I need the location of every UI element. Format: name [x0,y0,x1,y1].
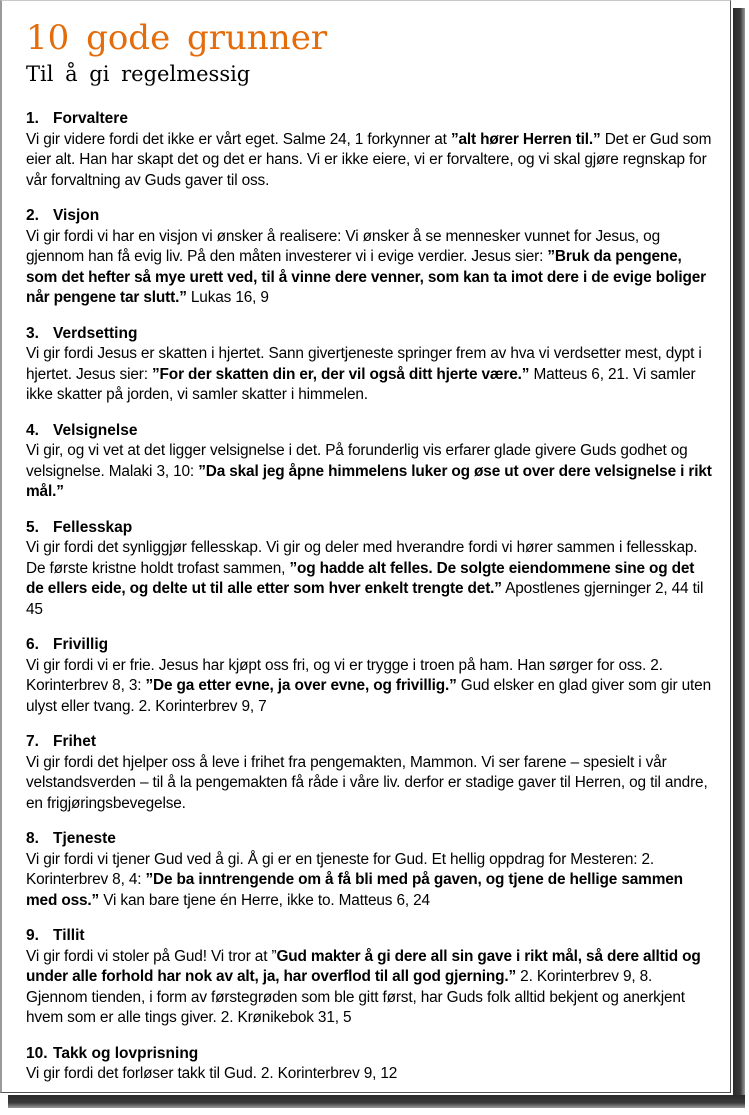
body-text: Vi gir, og vi vet at det ligger velsignelse i det. På forunderlig vis erfarer glade givere Guds godhet og velsignelse. Malaki 3, 10: [26,442,688,480]
reason-number: 9. [26,927,39,944]
reason-title: Tillit [53,927,85,944]
body-text: Gud elsker en glad giver som gir uten ulyst eller tvang. 2. Korinterbrev 9, 7 [26,677,711,715]
body-text: Vi gir fordi vi har en visjon vi ønsker å realisere: Vi ønsker å se mennesker vunnet for Jesus, og gjennom han få evig liv. På den måten investerer vi i evige verdier. Jesus sier: [26,227,660,265]
reason-body [26,227,716,309]
body-text: Matteus 6, 21. Vi samler ikke skatter på jorden, vi samler skatter i himmelen. [26,365,696,403]
body-text: Det er Gud som eier alt. Han har skapt det og det er hans. Vi er ikke eiere, vi er forvaltere, og vi skal gjøre regnskap for vår forvaltning av Guds gaver til oss. [26,130,712,189]
reason-body [26,850,716,912]
reason-body [26,753,716,815]
reason-body [26,441,716,503]
reason-number: 8. [26,830,39,847]
body-text: 2. Korinterbrev 9, 8. Gjennom tienden, i form av førstegrøden som ble gitt først, har Guds folk alltid bekjent og anerkjent hvem som er alle tings giver. 2. Krønikebok 31, 5 [26,968,685,1026]
reason-item [26,732,716,814]
reason-number: 4. [26,421,39,439]
quoted-scripture: ”For der skatten din er, der vil også ditt hjerte være.” [152,365,530,383]
reason-title: Visjon [53,207,100,224]
reason-body [26,130,716,192]
body-text: Vi gir fordi Jesus er skatten i hjertet. Sann givertjeneste springer frem av hva vi verdsetter mest, dypt i hjertet. Jesus sier: [26,345,702,383]
body-text: Vi gir videre fordi det ikke er vårt eget. Salme 24, 1 forkynner at [26,130,451,148]
reason-body [26,538,716,620]
quoted-scripture: Gud makter å gi dere all sin gave i rikt mål, så dere alltid og under alle forhold har nok av alt, ja, har overflod til all god gjerning.” [26,947,701,985]
reason-number: 5. [26,518,39,536]
reason-heading [26,635,716,656]
reason-title: Frivillig [53,636,109,653]
body-text: Vi kan bare tjene én Herre, ikke to. Matteus 6, 24 [99,891,430,909]
reason-title: Tjeneste [53,830,116,847]
reason-item [26,635,716,717]
quoted-scripture: ”og hadde alt felles. De solgte eiendommene sine og det de ellers eide, og delte ut til alle etter som hver enkelt trengte det.” [26,559,695,597]
reason-body [26,947,716,1029]
body-text: Vi gir fordi det hjelper oss å leve i frihet fra pengemakten, Mammon. Vi ser farene – spesielt i vår velstandsverden – til å la pengemakten få råde i våre liv. derfor er stadige gaver til Herren, og til andre, en frigjøringsbevegelse. [26,753,708,812]
reason-title: Frihet [53,733,97,750]
reason-heading [26,109,716,130]
quoted-scripture: ”Bruk da pengene, som det hefter så mye urett ved, til å vinne dere venner, som kan ta imot dere i de evige boliger når pengene tar slutt.” [26,248,706,306]
reason-item [26,829,716,911]
reason-number: 3. [26,324,39,342]
reason-item [26,206,716,309]
body-text: Vi gir fordi vi tjener Gud ved å gi. Å gi er en tjeneste for Gud. Et hellig oppdrag for Mesteren: 2. Korinterbrev 8, 4: [26,850,655,888]
reason-item [26,109,716,191]
document-subtitle: Til å gi regelmessig [26,62,251,86]
reason-item [26,421,716,503]
body-text: Vi gir fordi det forløser takk til Gud. 2. Korinterbrev 9, 12 [26,1065,398,1082]
reason-number: 10. [26,1044,48,1062]
reason-body [26,656,716,718]
quoted-scripture: ”De ba inntrengende om å få bli med på gaven, og tjene de hellige sammen med oss.” [26,871,683,909]
document-title: 10 gode grunner [26,18,328,58]
body-text: Vi gir fordi det synliggjør fellesskap. Vi gir og deler med hverandre fordi vi hører sammen i fellesskap. De første kristne holdt trofast sammen, [26,539,698,577]
reason-heading [26,1044,716,1065]
quoted-scripture: ”De ga etter evne, ja over evne, og frivillig.” [145,677,457,694]
reason-number: 2. [26,207,39,224]
reason-heading [26,421,716,442]
reason-title: Forvaltere [53,110,128,127]
body-text: Lukas 16, 9 [186,289,269,306]
reason-number: 1. [26,110,39,127]
reason-title: Verdsetting [53,324,138,342]
reason-heading [26,518,716,539]
page-shadow-right [733,8,745,1108]
reason-heading [26,732,716,753]
reason-number: 7. [26,733,39,750]
reason-heading [26,829,716,850]
body-text: Vi gir fordi vi stoler på Gud! Vi tror at ” [26,947,277,965]
reason-body [26,344,716,406]
reason-item [26,926,716,1029]
reason-number: 6. [26,636,39,653]
body-text: Apostlenes gjerninger 2, 44 til 45 [26,580,704,618]
quoted-scripture: ”alt hører Herren til.” [450,130,601,148]
reasons-list [26,109,716,1100]
reason-heading [26,206,716,227]
reason-heading [26,324,716,345]
reason-item [26,518,716,621]
quoted-scripture: ”Da skal jeg åpne himmelens luker og øse ut over dere velsignelse i rikt mål.” [26,462,712,500]
reason-title: Velsignelse [53,421,138,439]
body-text: Vi gir fordi vi er frie. Jesus har kjøpt oss fri, og vi er trygge i troen på ham. Han sørger for oss. 2. Korinterbrev 8, 3: [26,656,663,694]
reason-title: Takk og lovprisning [53,1044,199,1062]
reason-heading [26,926,716,947]
reason-body [26,1064,716,1085]
reason-title: Fellesskap [53,518,133,536]
reason-item [26,324,716,406]
reason-item [26,1044,716,1085]
